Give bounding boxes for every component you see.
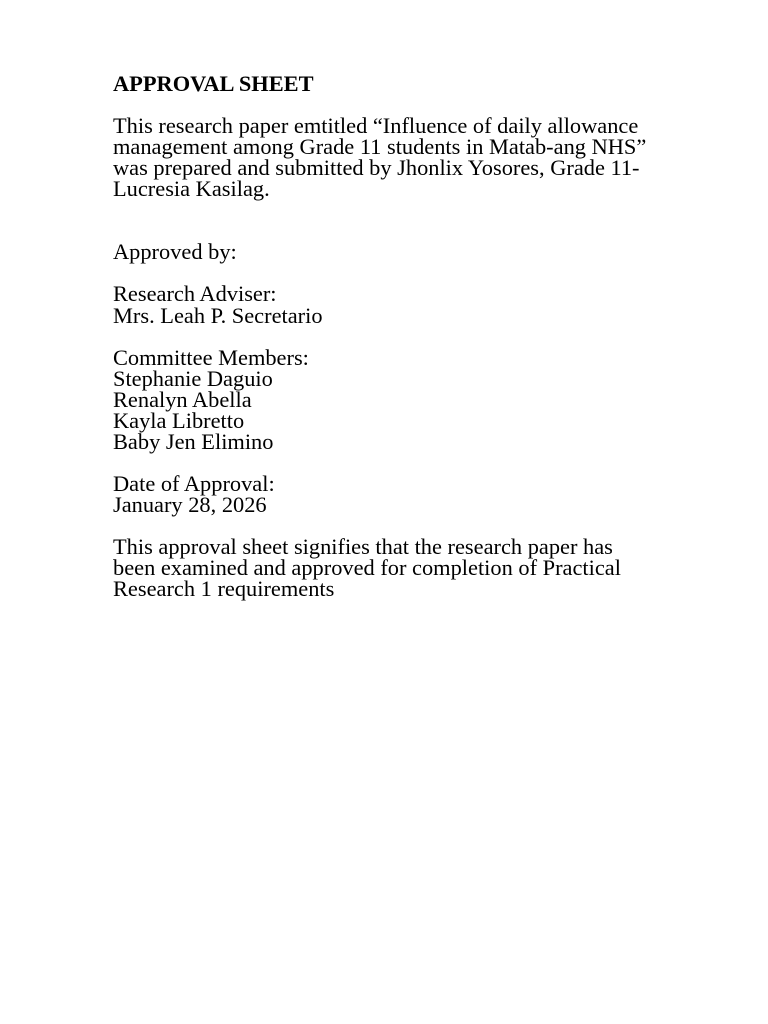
committee-member: Kayla Libretto [113, 407, 245, 433]
approval-date-block [113, 470, 733, 517]
intro-line: This research paper emtitled “Influence of daily allowance [113, 113, 639, 139]
intro-line: Lucresia Kasilag. [113, 176, 270, 202]
closing-line: been examined and approved for completion of Practical [113, 555, 621, 581]
closing-line: Research 1 requirements [113, 576, 335, 602]
document-body [113, 71, 733, 602]
intro-line: management among Grade 11 students in Matab-ang NHS” [113, 134, 647, 160]
intro-line: was prepared and submitted by Jhonlix Yosores, Grade 11- [113, 155, 640, 181]
approval-date-label: Date of Approval: [113, 470, 275, 496]
committee-member: Baby Jen Elimino [113, 428, 274, 454]
page-title: APPROVAL SHEET [113, 71, 314, 96]
adviser-name: Mrs. Leah P. Secretario [113, 302, 323, 328]
closing-paragraph [113, 534, 733, 602]
committee-member: Renalyn Abella [113, 386, 252, 412]
approved-by-label: Approved by: [113, 239, 237, 265]
approval-date-value: January 28, 2026 [113, 491, 267, 517]
adviser-block [113, 281, 733, 328]
committee-member: Stephanie Daguio [113, 365, 273, 391]
adviser-label: Research Adviser: [113, 281, 277, 307]
closing-line: This approval sheet signifies that the research paper has [113, 534, 613, 560]
committee-label: Committee Members: [113, 344, 309, 370]
intro-paragraph [113, 113, 733, 202]
committee-block [113, 344, 733, 454]
